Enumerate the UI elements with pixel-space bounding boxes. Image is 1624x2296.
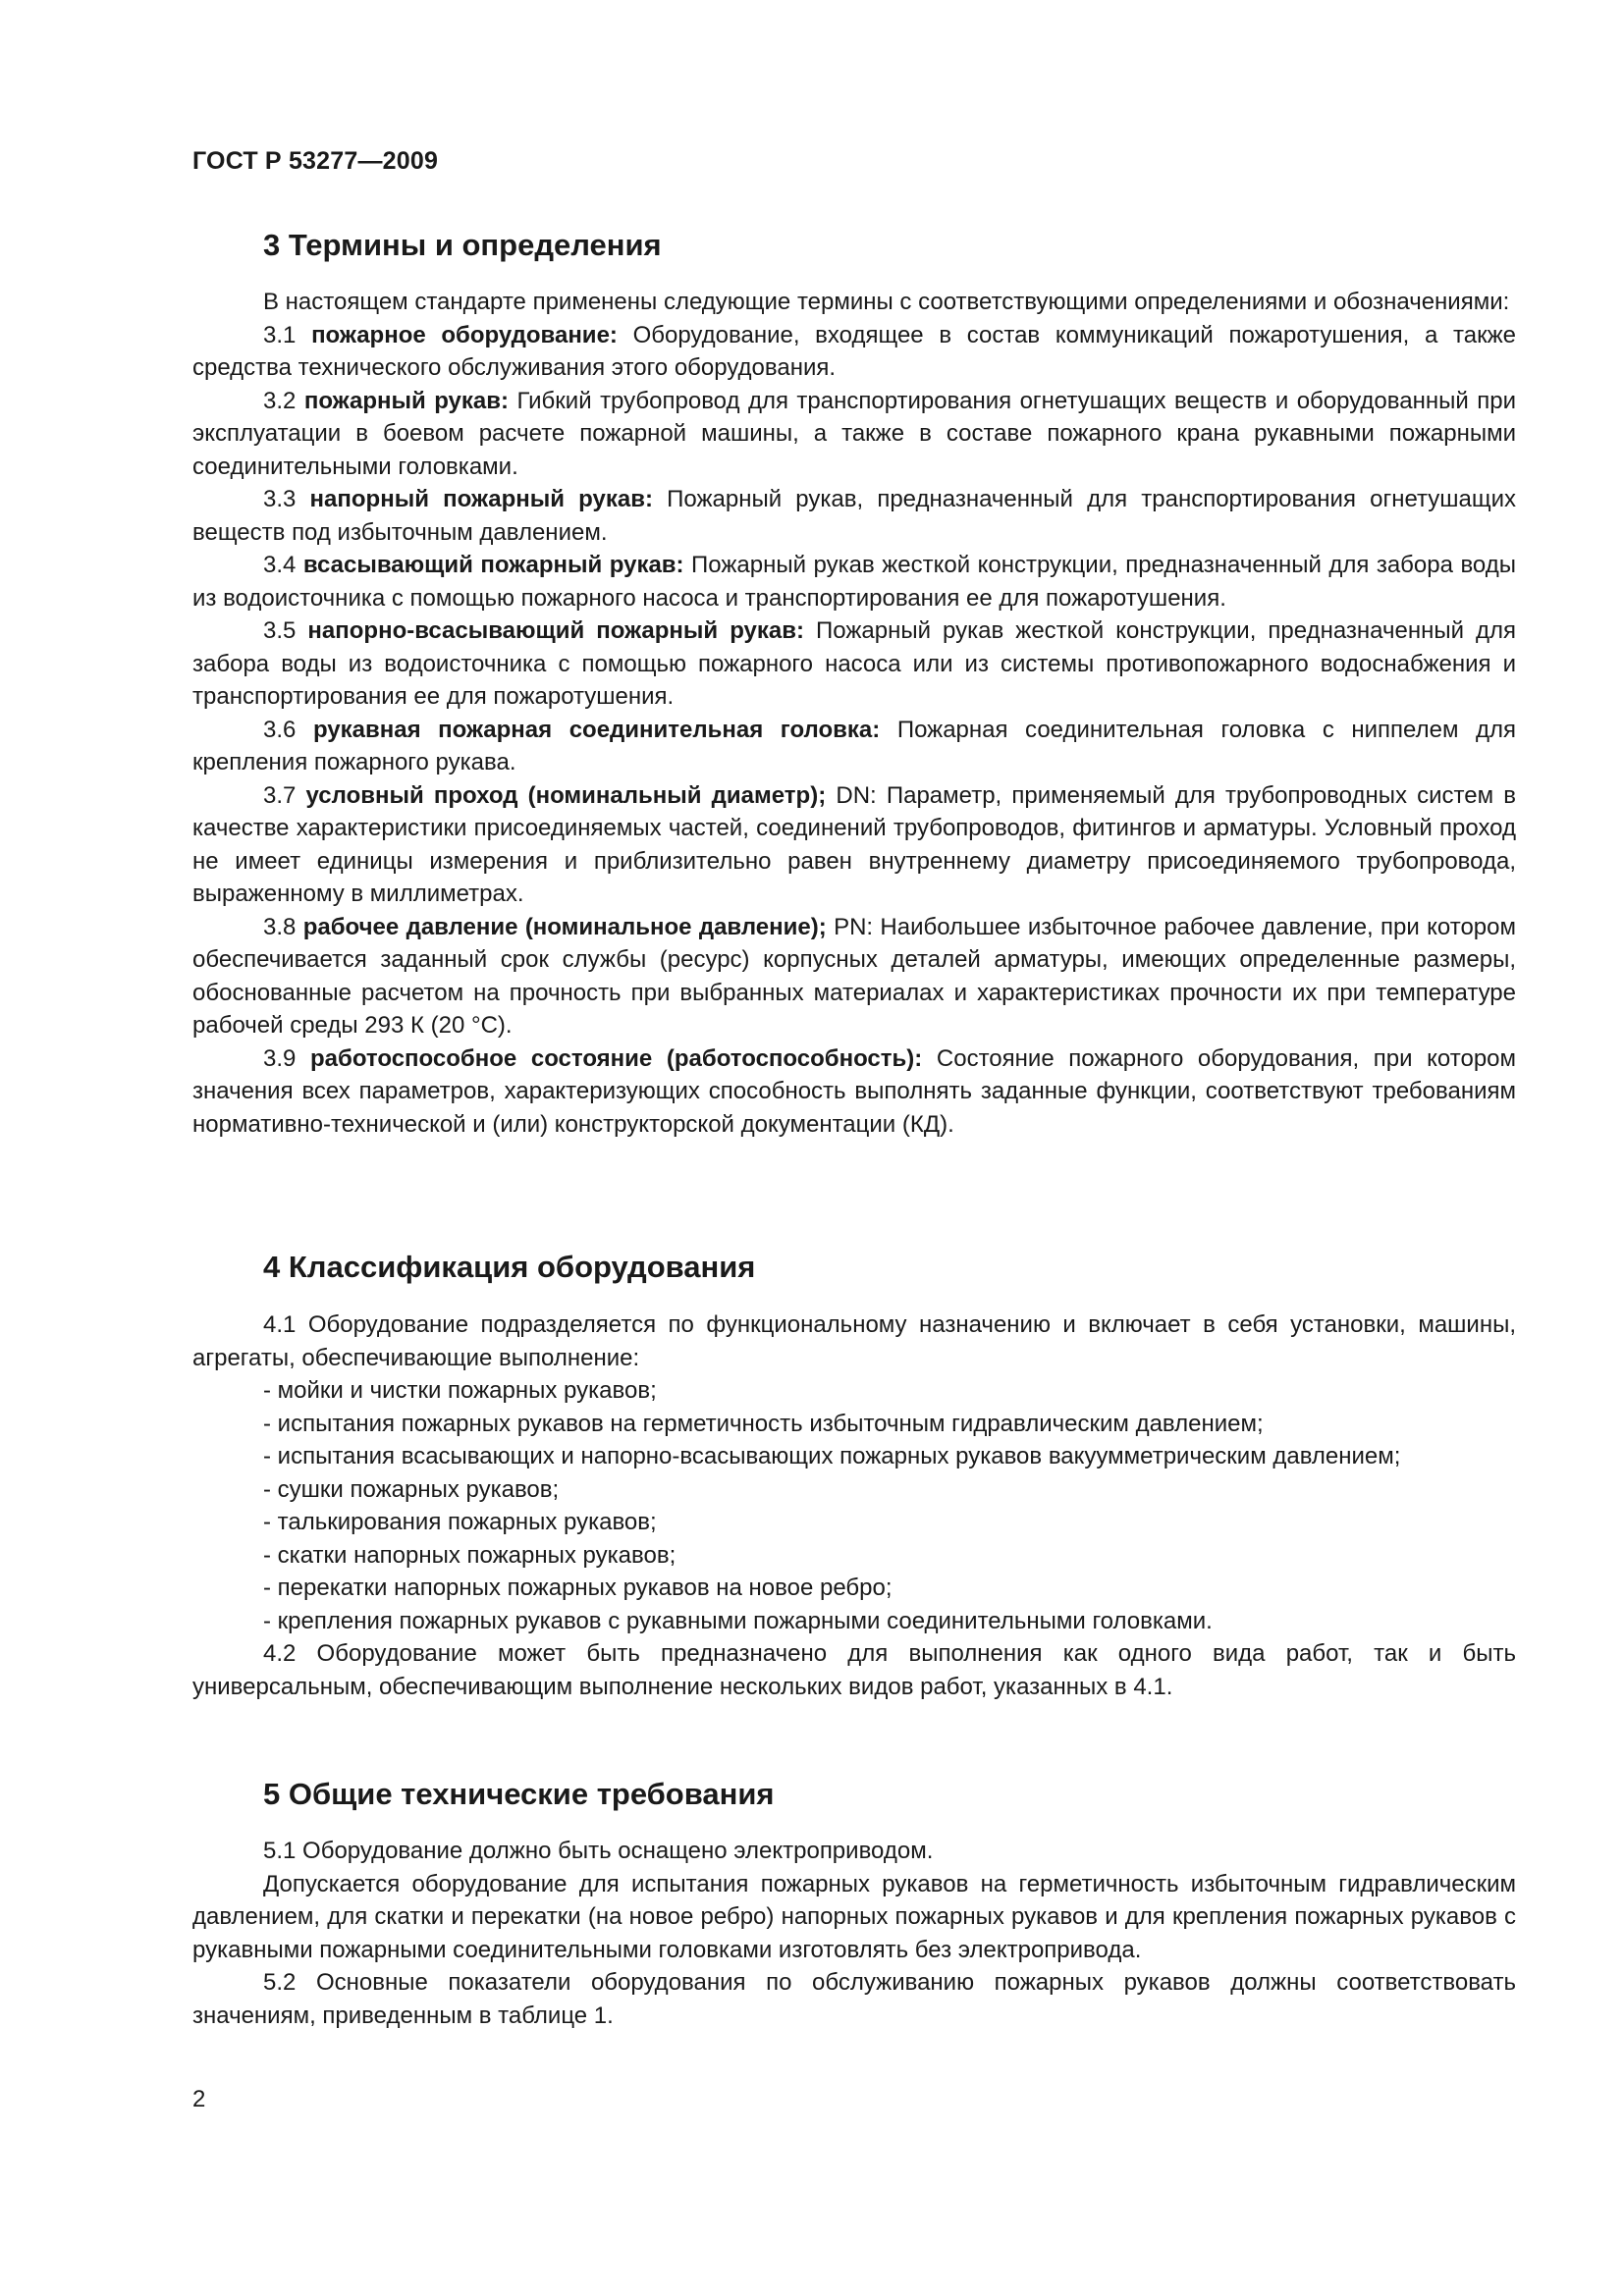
- list-item: - мойки и чистки пожарных рукавов;: [263, 1377, 657, 1404]
- section-3-body: [192, 286, 1516, 1141]
- term-3-9: [192, 1042, 1516, 1142]
- list-item: - талькирования пожарных рукавов;: [263, 1509, 657, 1535]
- list-item: - скатки напорных пожарных рукавов;: [263, 1541, 677, 1569]
- term-3-3: [192, 483, 1516, 549]
- term-number: 3.1: [263, 321, 297, 348]
- term-definition: DN: Параметр, применяемый для трубопроводных систем в качестве характеристики присоединяемых частей, соединений трубопроводов, фитингов и арматуры. Условный проход не имеет единицы измерения и приблизительно равен внутреннему диаметру присоединяемого трубопровода, выраженному в миллиметрах.: [192, 781, 1517, 907]
- section-3-title: 3 Термины и определения: [263, 228, 662, 262]
- page-number: 2: [192, 2086, 206, 2112]
- term-number: 3.7: [263, 781, 297, 809]
- section-3-intro: В настоящем стандарте применены следующие термины с соответствующими определениями и обозначениями:: [263, 289, 1510, 315]
- term-3-8: [192, 911, 1516, 1042]
- section-4-paragraph-1: 4.1 Оборудование подразделяется по функциональному назначению и включает в себя установки, машины, агрегаты, обеспечивающие выполнение:: [192, 1311, 1516, 1371]
- term-3-1: [192, 319, 1516, 385]
- term-name: напорный пожарный рукав:: [309, 486, 653, 512]
- term-name: рукавная пожарная соединительная головка:: [312, 716, 881, 743]
- term-definition: Пожарный рукав жесткой конструкции, предназначенный для забора воды из водоисточника с помощью пожарного насоса и транспортирования ее для пожаротушения.: [192, 552, 1517, 612]
- term-definition: Оборудование, входящее в состав коммуникаций пожаротушения, а также средства технического обслуживания этого оборудования.: [192, 321, 1517, 381]
- term-definition: Гибкий трубопровод для транспортирования огнетушащих веществ и оборудованный при эксплуатации в боевом расчете пожарной машины, а также в составе пожарного крана рукавными пожарными соединительными головками.: [192, 387, 1516, 480]
- list-item: - сушки пожарных рукавов;: [263, 1475, 560, 1503]
- term-definition: Пожарный рукав жесткой конструкции, предназначенный для забора воды из водоисточника с помощью пожарного насоса или из системы противопожарного водоснабжения и транспортирования ее для пожаротушения.: [192, 617, 1517, 710]
- term-name: напорно-всасывающий пожарный рукав:: [307, 617, 804, 644]
- term-3-6: [192, 714, 1516, 779]
- term-definition: Состояние пожарного оборудования, при котором значения всех параметров, характеризующих способность выполнять заданные функции, соответствуют требованиям нормативно-технической и (или) конструкторской документации (КД).: [192, 1044, 1517, 1138]
- term-name: пожарное оборудование:: [311, 321, 618, 348]
- section-4-paragraph-2: 4.2 Оборудование может быть предназначено для выполнения как одного вида работ, так и быть универсальным, обеспечивающим выполнение нескольких видов работ, указанных в 4.1.: [192, 1640, 1516, 1700]
- section-5-paragraph-3: 5.2 Основные показатели оборудования по обслуживанию пожарных рукавов должны соответствовать значениям, приведенным в таблице 1.: [192, 1969, 1516, 2029]
- term-3-7: [192, 779, 1516, 911]
- term-number: 3.5: [263, 617, 297, 644]
- term-3-5: [192, 614, 1516, 714]
- section-5-body: [192, 1835, 1516, 2032]
- term-number: 3.9: [263, 1044, 297, 1072]
- term-number: 3.3: [263, 486, 297, 512]
- list-item: - испытания всасывающих и напорно-всасывающих пожарных рукавов вакуумметрическим давлением;: [263, 1443, 1401, 1469]
- section-4-title: 4 Классификация оборудования: [263, 1250, 756, 1284]
- term-number: 3.2: [263, 387, 297, 414]
- section-5-title: 5 Общие технические требования: [263, 1777, 775, 1811]
- term-3-2: [192, 385, 1516, 484]
- term-definition: Пожарный рукав, предназначенный для транспортирования огнетушащих веществ под избыточным давлением.: [192, 486, 1517, 546]
- list-item: - испытания пожарных рукавов на герметичность избыточным гидравлическим давлением;: [263, 1410, 1264, 1437]
- section-5-paragraph-2: Допускается оборудование для испытания пожарных рукавов на герметичность избыточным гидравлическим давлением, для скатки и перекатки (на новое ребро) напорных пожарных рукавов и для крепления пожарных рукавов с рукавными пожарными соединительными головками изготовлять без электропривода.: [192, 1870, 1516, 1963]
- term-name: всасывающий пожарный рукав:: [302, 552, 684, 578]
- list-item: - перекатки напорных пожарных рукавов на новое ребро;: [263, 1575, 893, 1601]
- term-name: работоспособное состояние (работоспособность):: [310, 1044, 923, 1072]
- term-name: пожарный рукав:: [303, 387, 510, 414]
- term-number: 3.4: [263, 552, 297, 578]
- section-4-body: [192, 1308, 1516, 1703]
- section-5-paragraph-1: 5.1 Оборудование должно быть оснащено электроприводом.: [263, 1838, 934, 1864]
- document-code: ГОСТ Р 53277—2009: [192, 147, 439, 175]
- term-number: 3.6: [263, 716, 297, 743]
- term-name: рабочее давление (номинальное давление);: [302, 913, 827, 940]
- term-number: 3.8: [263, 913, 297, 940]
- term-3-4: [192, 549, 1516, 614]
- term-definition: PN: Наибольшее избыточное рабочее давление, при котором обеспечивается заданный срок службы (ресурс) корпусных деталей арматуры, имеющих определенные размеры, обоснованные расчетом на прочность при выбранных материалах и характеристиках прочности их при температуре рабочей среды 293 К (20 °С).: [192, 913, 1516, 1039]
- list-item: - крепления пожарных рукавов с рукавными пожарными соединительными головками.: [263, 1607, 1213, 1634]
- term-definition: Пожарная соединительная головка с ниппелем для крепления пожарного рукава.: [192, 716, 1517, 775]
- term-name: условный проход (номинальный диаметр);: [305, 781, 827, 809]
